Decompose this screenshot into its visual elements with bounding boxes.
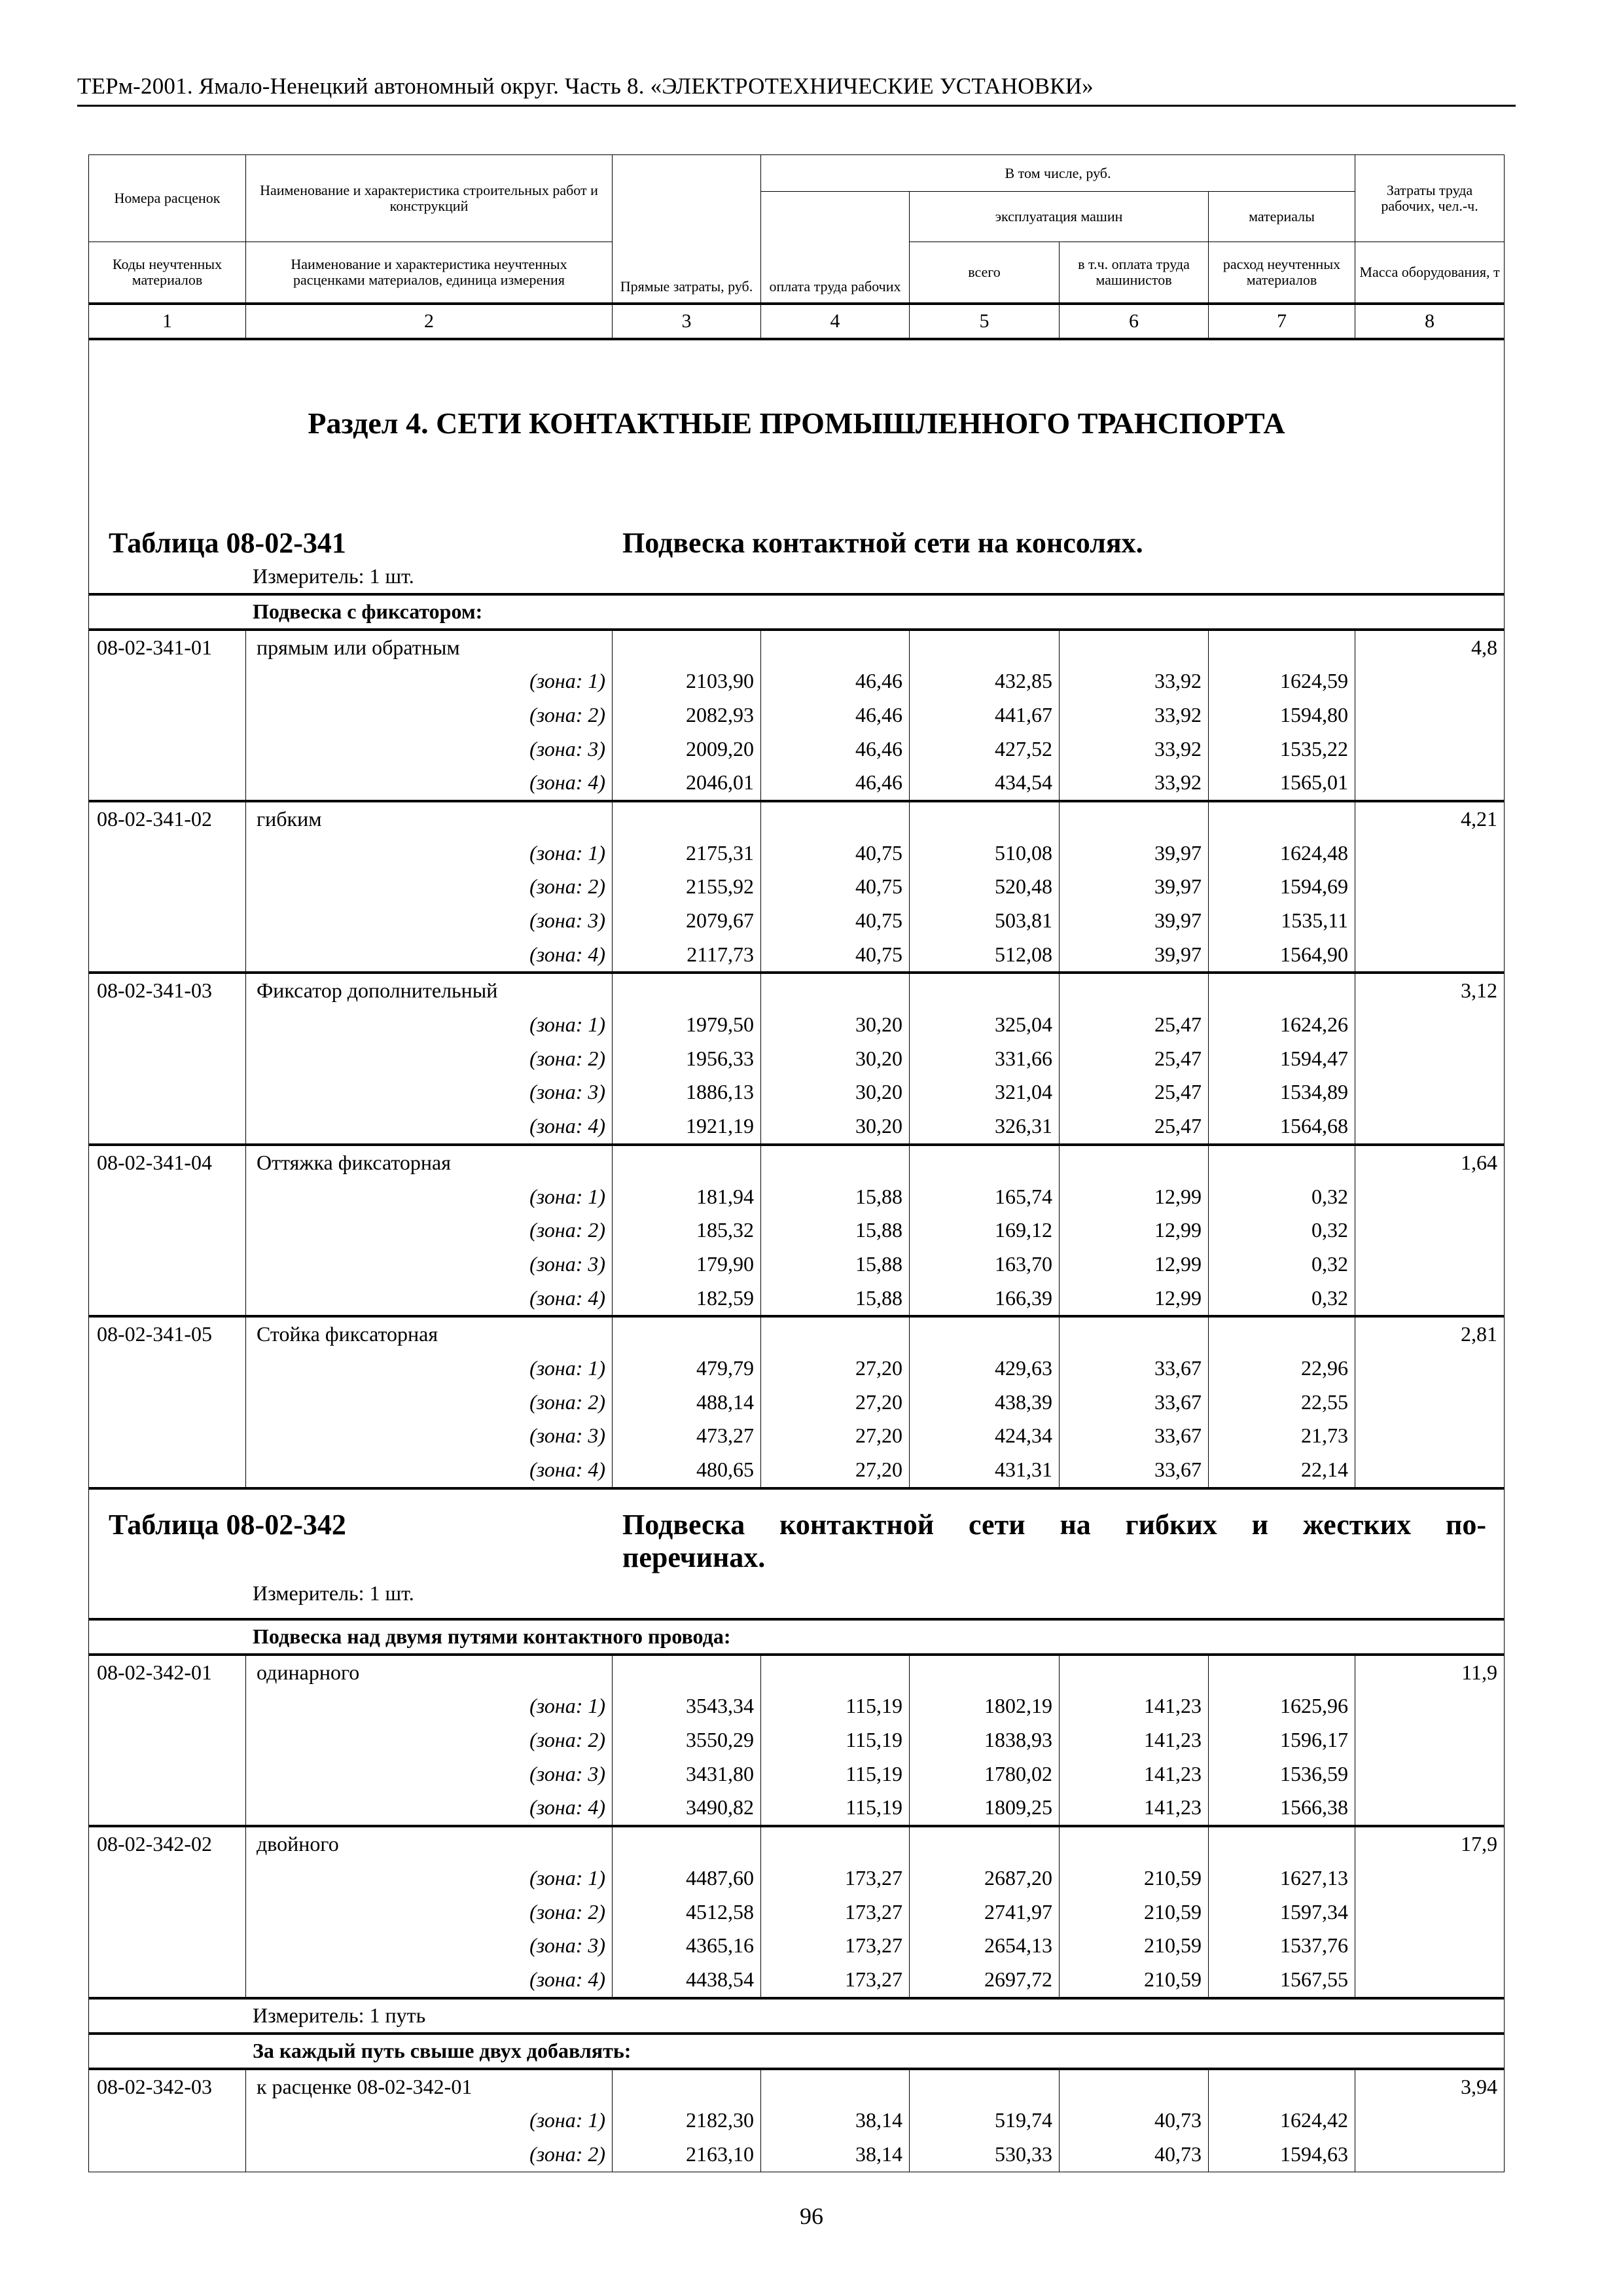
zone-zone: (зона: 3) xyxy=(529,1251,605,1276)
zone-wages: 38,14 xyxy=(855,2142,902,2166)
column-number: 4 xyxy=(761,304,910,339)
zone-zone: (зона: 1) xyxy=(529,669,605,693)
zone-machines: 432,85 xyxy=(995,669,1052,693)
header-machine-operation: эксплуатация машин xyxy=(910,192,1209,242)
zone-direct: 1979,50 xyxy=(686,1013,754,1037)
zone-wages: 15,88 xyxy=(855,1184,902,1208)
header-equipment-mass: Масса оборудования, т xyxy=(1355,242,1505,304)
zone-machines: 1809,25 xyxy=(984,1795,1052,1820)
column-number: 5 xyxy=(910,304,1060,339)
zone-materials: 1594,69 xyxy=(1280,874,1349,899)
zone-wages: 46,46 xyxy=(855,736,902,761)
zone-machines: 2654,13 xyxy=(984,1933,1052,1958)
zone-machines: 165,74 xyxy=(995,1184,1052,1208)
header-labor-costs: Затраты труда рабочих, чел.-ч. xyxy=(1355,155,1505,242)
zone-zone: (зона: 4) xyxy=(529,1458,605,1481)
zone-wages: 27,20 xyxy=(855,1424,902,1448)
zone-machines: 431,31 xyxy=(995,1458,1052,1481)
zone-machinists: 25,47 xyxy=(1154,1013,1202,1037)
zone-materials: 1627,13 xyxy=(1280,1865,1349,1890)
rate-name: Фиксатор дополнительный xyxy=(257,978,498,1003)
zone-materials: 1566,38 xyxy=(1280,1795,1349,1820)
zone-machinists: 210,59 xyxy=(1144,1967,1202,1991)
zone-direct: 2182,30 xyxy=(686,2108,754,2132)
zone-machinists: 141,23 xyxy=(1144,1795,1202,1820)
zone-direct: 2009,20 xyxy=(686,736,754,761)
header-material-names: Наименование и характеристика неучтенных расценками материалов, единица измерения xyxy=(246,242,613,304)
zone-machines: 163,70 xyxy=(995,1251,1052,1276)
zone-zone: (зона: 2) xyxy=(529,1390,605,1414)
table-title-line2: перечинах. xyxy=(622,1541,766,1573)
zone-wages: 115,19 xyxy=(846,1694,902,1718)
zone-direct: 2079,67 xyxy=(686,908,754,932)
rate-code: 08-02-341-01 xyxy=(97,635,212,659)
zone-direct: 1886,13 xyxy=(686,1080,754,1104)
rate-code: 08-02-341-04 xyxy=(97,1150,212,1174)
zone-wages: 173,27 xyxy=(845,1899,902,1924)
zone-zone: (зона: 3) xyxy=(529,736,605,761)
header-direct-costs: Прямые затраты, руб. xyxy=(613,155,761,304)
zone-direct: 4365,16 xyxy=(686,1933,754,1958)
zone-materials: 0,32 xyxy=(1311,1184,1349,1208)
zone-wages: 15,88 xyxy=(855,1251,902,1276)
zone-machines: 441,67 xyxy=(995,702,1052,726)
zone-machinists: 40,73 xyxy=(1154,2142,1202,2166)
header-work-name: Наименование и характеристика строительных работ и конструкций xyxy=(246,155,613,242)
zone-materials: 1624,26 xyxy=(1280,1013,1349,1037)
zone-materials: 22,14 xyxy=(1301,1458,1349,1481)
zone-materials: 21,73 xyxy=(1301,1424,1349,1448)
zone-machines: 2687,20 xyxy=(984,1865,1052,1890)
labor-costs: 3,94 xyxy=(1461,2074,1498,2098)
zone-machines: 1838,93 xyxy=(984,1728,1052,1752)
rate-code: 08-02-341-03 xyxy=(97,978,212,1003)
labor-costs: 4,8 xyxy=(1471,635,1498,659)
zone-machinists: 12,99 xyxy=(1154,1184,1202,1208)
zone-materials: 1535,11 xyxy=(1281,908,1349,932)
zone-machines: 321,04 xyxy=(995,1080,1052,1104)
zone-wages: 46,46 xyxy=(855,770,902,795)
zone-direct: 4487,60 xyxy=(686,1865,754,1890)
zone-direct: 3431,80 xyxy=(686,1761,754,1785)
zone-zone: (зона: 1) xyxy=(529,840,605,865)
zone-direct: 185,32 xyxy=(696,1218,754,1242)
zone-wages: 15,88 xyxy=(855,1285,902,1310)
zone-direct: 2046,01 xyxy=(686,770,754,795)
table-number: Таблица 08-02-342 xyxy=(109,1508,346,1541)
zone-machinists: 210,59 xyxy=(1144,1933,1202,1958)
zone-materials: 0,32 xyxy=(1311,1218,1349,1242)
zone-direct: 4438,54 xyxy=(686,1967,754,1991)
zone-wages: 30,20 xyxy=(855,1013,902,1037)
zone-zone: (зона: 1) xyxy=(529,1694,605,1718)
zone-zone: (зона: 1) xyxy=(529,1355,605,1380)
labor-costs: 11,9 xyxy=(1461,1660,1498,1684)
zone-materials: 1594,80 xyxy=(1280,702,1349,726)
zone-direct: 4512,58 xyxy=(686,1899,754,1924)
zone-machines: 427,52 xyxy=(995,736,1052,761)
zone-wages: 27,20 xyxy=(855,1390,902,1414)
zone-machines: 519,74 xyxy=(995,2108,1052,2132)
zone-materials: 22,55 xyxy=(1301,1390,1349,1414)
zone-zone: (зона: 2) xyxy=(529,702,605,726)
zone-machines: 331,66 xyxy=(995,1046,1052,1070)
column-number: 6 xyxy=(1060,304,1209,339)
zone-zone: (зона: 2) xyxy=(529,1899,605,1924)
header-including: В том числе, руб. xyxy=(761,155,1355,192)
page-number: 96 xyxy=(800,2203,823,2229)
zone-direct: 2175,31 xyxy=(686,840,754,865)
column-number: 8 xyxy=(1355,304,1505,339)
zone-machinists: 141,23 xyxy=(1144,1761,1202,1785)
zone-machinists: 210,59 xyxy=(1144,1899,1202,1924)
rate-code: 08-02-341-02 xyxy=(97,806,212,831)
zone-wages: 40,75 xyxy=(855,908,902,932)
header-rule xyxy=(77,105,1516,107)
rate-row xyxy=(89,630,1505,801)
zone-machines: 1802,19 xyxy=(984,1694,1052,1718)
zone-machinists: 25,47 xyxy=(1154,1046,1202,1070)
zone-zone: (зона: 3) xyxy=(529,1080,605,1104)
zone-machinists: 33,67 xyxy=(1154,1458,1202,1481)
zone-direct: 3490,82 xyxy=(686,1795,754,1820)
zone-machinists: 33,92 xyxy=(1154,770,1202,795)
zone-machinists: 33,67 xyxy=(1154,1390,1202,1414)
zone-materials: 1535,22 xyxy=(1280,736,1349,761)
labor-costs: 1,64 xyxy=(1461,1150,1498,1174)
zone-machinists: 39,97 xyxy=(1154,840,1202,865)
zone-machinists: 33,67 xyxy=(1154,1424,1202,1448)
zone-zone: (зона: 4) xyxy=(529,1967,605,1991)
zone-machines: 512,08 xyxy=(995,942,1052,966)
zone-wages: 27,20 xyxy=(855,1355,902,1380)
zone-materials: 1594,47 xyxy=(1280,1046,1349,1070)
zone-machines: 434,54 xyxy=(995,770,1052,795)
zone-wages: 27,20 xyxy=(855,1458,902,1481)
zone-zone: (зона: 2) xyxy=(529,1728,605,1752)
header-material-codes: Коды неучтенных материалов xyxy=(89,242,246,304)
zone-machinists: 141,23 xyxy=(1144,1694,1202,1718)
zone-machines: 503,81 xyxy=(995,908,1052,932)
rate-name: прямым или обратным xyxy=(257,635,460,659)
zone-zone: (зона: 4) xyxy=(529,1285,605,1310)
rate-name: гибким xyxy=(257,806,322,831)
labor-costs: 2,81 xyxy=(1461,1322,1498,1346)
running-header: ТЕРм-2001. Ямало-Ненецкий автономный округ. Часть 8. «ЭЛЕКТРОТЕХНИЧЕСКИЕ УСТАНОВКИ» xyxy=(77,73,1094,99)
measure-unit: Измеритель: 1 шт. xyxy=(253,564,414,588)
zone-machinists: 33,92 xyxy=(1154,669,1202,693)
zone-direct: 479,79 xyxy=(696,1355,754,1380)
header-materials: материалы xyxy=(1209,192,1355,242)
column-number: 3 xyxy=(613,304,761,339)
zone-materials: 0,32 xyxy=(1311,1285,1349,1310)
header-unaccounted-materials: расход неучтенных материалов xyxy=(1209,242,1355,304)
rate-row xyxy=(89,1655,1505,1826)
zone-zone: (зона: 4) xyxy=(529,770,605,795)
measure-unit-2: Измеритель: 1 путь xyxy=(253,2003,426,2028)
subheader: Подвеска над двумя путями контактного провода: xyxy=(253,1624,731,1649)
zone-direct: 181,94 xyxy=(696,1184,754,1208)
table-342-body xyxy=(89,1655,1505,1998)
zone-zone: (зона: 4) xyxy=(529,942,605,966)
zone-machines: 510,08 xyxy=(995,840,1052,865)
header-wages: оплата труда рабочих xyxy=(761,192,910,304)
zone-wages: 115,19 xyxy=(846,1795,902,1820)
zone-machinists: 39,97 xyxy=(1154,874,1202,899)
zone-materials: 1567,55 xyxy=(1280,1967,1349,1991)
zone-zone: (зона: 2) xyxy=(529,2142,605,2166)
zone-zone: (зона: 3) xyxy=(529,908,605,932)
header-machinists-wages: в т.ч. оплата труда машинистов xyxy=(1060,242,1209,304)
zone-machines: 1780,02 xyxy=(984,1761,1052,1785)
zone-direct: 1956,33 xyxy=(686,1046,754,1070)
zone-materials: 1594,63 xyxy=(1280,2142,1349,2166)
zone-machinists: 12,99 xyxy=(1154,1285,1202,1310)
rate-row xyxy=(89,2069,1505,2172)
zone-machines: 166,39 xyxy=(995,1285,1052,1310)
zone-materials: 1564,90 xyxy=(1280,942,1349,966)
zone-wages: 173,27 xyxy=(845,1967,902,1991)
zone-direct: 480,65 xyxy=(696,1458,754,1481)
zone-zone: (зона: 2) xyxy=(529,1046,605,1070)
zone-wages: 15,88 xyxy=(855,1218,902,1242)
zone-direct: 2117,73 xyxy=(687,942,754,966)
zone-machinists: 39,97 xyxy=(1154,942,1202,966)
rate-name: Стойка фиксаторная xyxy=(257,1322,438,1346)
zone-materials: 1624,59 xyxy=(1280,669,1349,693)
zone-machines: 424,34 xyxy=(995,1424,1052,1448)
rate-row xyxy=(89,801,1505,973)
zone-direct: 3550,29 xyxy=(686,1728,754,1752)
section-title: Раздел 4. СЕТИ КОНТАКТНЫЕ ПРОМЫШЛЕННОГО ТРАНСПОРТА xyxy=(308,406,1285,440)
measure-unit: Измеритель: 1 шт. xyxy=(253,1581,414,1605)
table-title: Подвеска контактной сети на консолях. xyxy=(622,526,1143,559)
subheader-2: За каждый путь свыше двух добавлять: xyxy=(253,2039,632,2063)
zone-wages: 40,75 xyxy=(855,874,902,899)
zone-machinists: 39,97 xyxy=(1154,908,1202,932)
zone-zone: (зона: 2) xyxy=(529,874,605,899)
zone-wages: 173,27 xyxy=(845,1933,902,1958)
zone-machinists: 210,59 xyxy=(1144,1865,1202,1890)
zone-zone: (зона: 2) xyxy=(529,1218,605,1242)
zone-zone: (зона: 1) xyxy=(529,2108,605,2132)
rate-code: 08-02-342-01 xyxy=(97,1660,212,1684)
zone-direct: 473,27 xyxy=(696,1424,754,1448)
zone-zone: (зона: 1) xyxy=(529,1013,605,1037)
zone-wages: 30,20 xyxy=(855,1114,902,1138)
zone-materials: 22,96 xyxy=(1301,1355,1349,1380)
zone-machinists: 40,73 xyxy=(1154,2108,1202,2132)
zone-wages: 30,20 xyxy=(855,1046,902,1070)
zone-zone: (зона: 3) xyxy=(529,1761,605,1785)
table-title-line1: Подвеска контактной сети на гибких и жестких по- xyxy=(622,1508,1486,1541)
labor-costs: 17,9 xyxy=(1461,1832,1498,1856)
zone-materials: 1596,17 xyxy=(1280,1728,1349,1752)
zone-wages: 38,14 xyxy=(855,2108,902,2132)
zone-direct: 182,59 xyxy=(696,1285,754,1310)
header-machines-total: всего xyxy=(910,242,1060,304)
zone-machines: 520,48 xyxy=(995,874,1052,899)
rate-row xyxy=(89,1145,1505,1316)
zone-wages: 40,75 xyxy=(855,840,902,865)
zone-machinists: 33,67 xyxy=(1154,1355,1202,1380)
zone-zone: (зона: 1) xyxy=(529,1184,605,1208)
zone-materials: 1565,01 xyxy=(1280,770,1349,795)
column-number: 1 xyxy=(89,304,246,339)
zone-direct: 179,90 xyxy=(696,1251,754,1276)
zone-zone: (зона: 3) xyxy=(529,1424,605,1448)
subheader: Подвеска с фиксатором: xyxy=(253,600,483,623)
table-341-body xyxy=(89,630,1505,1488)
rate-row xyxy=(89,973,1505,1144)
zone-machinists: 12,99 xyxy=(1154,1218,1202,1242)
zone-machines: 438,39 xyxy=(995,1390,1052,1414)
zone-materials: 0,32 xyxy=(1311,1251,1349,1276)
zone-machines: 169,12 xyxy=(995,1218,1052,1242)
zone-machines: 2697,72 xyxy=(984,1967,1052,1991)
rate-name: двойного xyxy=(257,1832,339,1856)
rate-row xyxy=(89,1316,1505,1488)
zone-direct: 3543,34 xyxy=(686,1694,754,1718)
zone-materials: 1625,96 xyxy=(1280,1694,1349,1718)
zone-materials: 1624,42 xyxy=(1280,2108,1349,2132)
zone-machines: 326,31 xyxy=(995,1114,1052,1138)
zone-wages: 173,27 xyxy=(845,1865,902,1890)
table-number: Таблица 08-02-341 xyxy=(109,526,346,559)
zone-machines: 530,33 xyxy=(995,2142,1052,2166)
labor-costs: 3,12 xyxy=(1461,978,1498,1003)
rate-name: одинарного xyxy=(257,1660,360,1684)
zone-machinists: 25,47 xyxy=(1154,1114,1202,1138)
rate-code: 08-02-342-02 xyxy=(97,1832,212,1856)
rate-name: Оттяжка фиксаторная xyxy=(257,1150,451,1174)
zone-wages: 115,19 xyxy=(846,1761,902,1785)
zone-machines: 2741,97 xyxy=(984,1899,1052,1924)
column-number: 7 xyxy=(1209,304,1355,339)
zone-direct: 2155,92 xyxy=(686,874,754,899)
zone-wages: 46,46 xyxy=(855,702,902,726)
zone-direct: 2163,10 xyxy=(686,2142,754,2166)
zone-zone: (зона: 3) xyxy=(529,1933,605,1958)
zone-machines: 325,04 xyxy=(995,1013,1052,1037)
zone-direct: 2103,90 xyxy=(686,669,754,693)
zone-materials: 1597,34 xyxy=(1280,1899,1349,1924)
header-rate-numbers: Номера расценок xyxy=(89,155,246,242)
zone-materials: 1536,59 xyxy=(1280,1761,1349,1785)
zone-zone: (зона: 4) xyxy=(529,1795,605,1820)
zone-materials: 1534,89 xyxy=(1280,1080,1349,1104)
zone-direct: 2082,93 xyxy=(686,702,754,726)
zone-machinists: 33,92 xyxy=(1154,702,1202,726)
rate-row xyxy=(89,1826,1505,1998)
zone-machinists: 141,23 xyxy=(1144,1728,1202,1752)
zone-direct: 1921,19 xyxy=(686,1114,754,1138)
zone-machines: 429,63 xyxy=(995,1355,1052,1380)
zone-zone: (зона: 1) xyxy=(529,1865,605,1890)
zone-materials: 1564,68 xyxy=(1280,1114,1349,1138)
rate-code: 08-02-342-03 xyxy=(97,2074,212,2098)
column-number: 2 xyxy=(246,304,613,339)
zone-machinists: 12,99 xyxy=(1154,1251,1202,1276)
labor-costs: 4,21 xyxy=(1461,806,1498,831)
zone-machinists: 33,92 xyxy=(1154,736,1202,761)
zone-zone: (зона: 4) xyxy=(529,1114,605,1138)
rate-code: 08-02-341-05 xyxy=(97,1322,212,1346)
zone-wages: 115,19 xyxy=(846,1728,902,1752)
zone-wages: 46,46 xyxy=(855,669,902,693)
table-342-body-2 xyxy=(89,2069,1505,2172)
zone-direct: 488,14 xyxy=(696,1390,754,1414)
zone-machinists: 25,47 xyxy=(1154,1080,1202,1104)
zone-materials: 1537,76 xyxy=(1280,1933,1349,1958)
zone-wages: 30,20 xyxy=(855,1080,902,1104)
zone-materials: 1624,48 xyxy=(1280,840,1349,865)
rate-name: к расценке 08-02-342-01 xyxy=(257,2074,473,2098)
rates-table xyxy=(88,154,1505,2172)
zone-wages: 40,75 xyxy=(855,942,902,966)
